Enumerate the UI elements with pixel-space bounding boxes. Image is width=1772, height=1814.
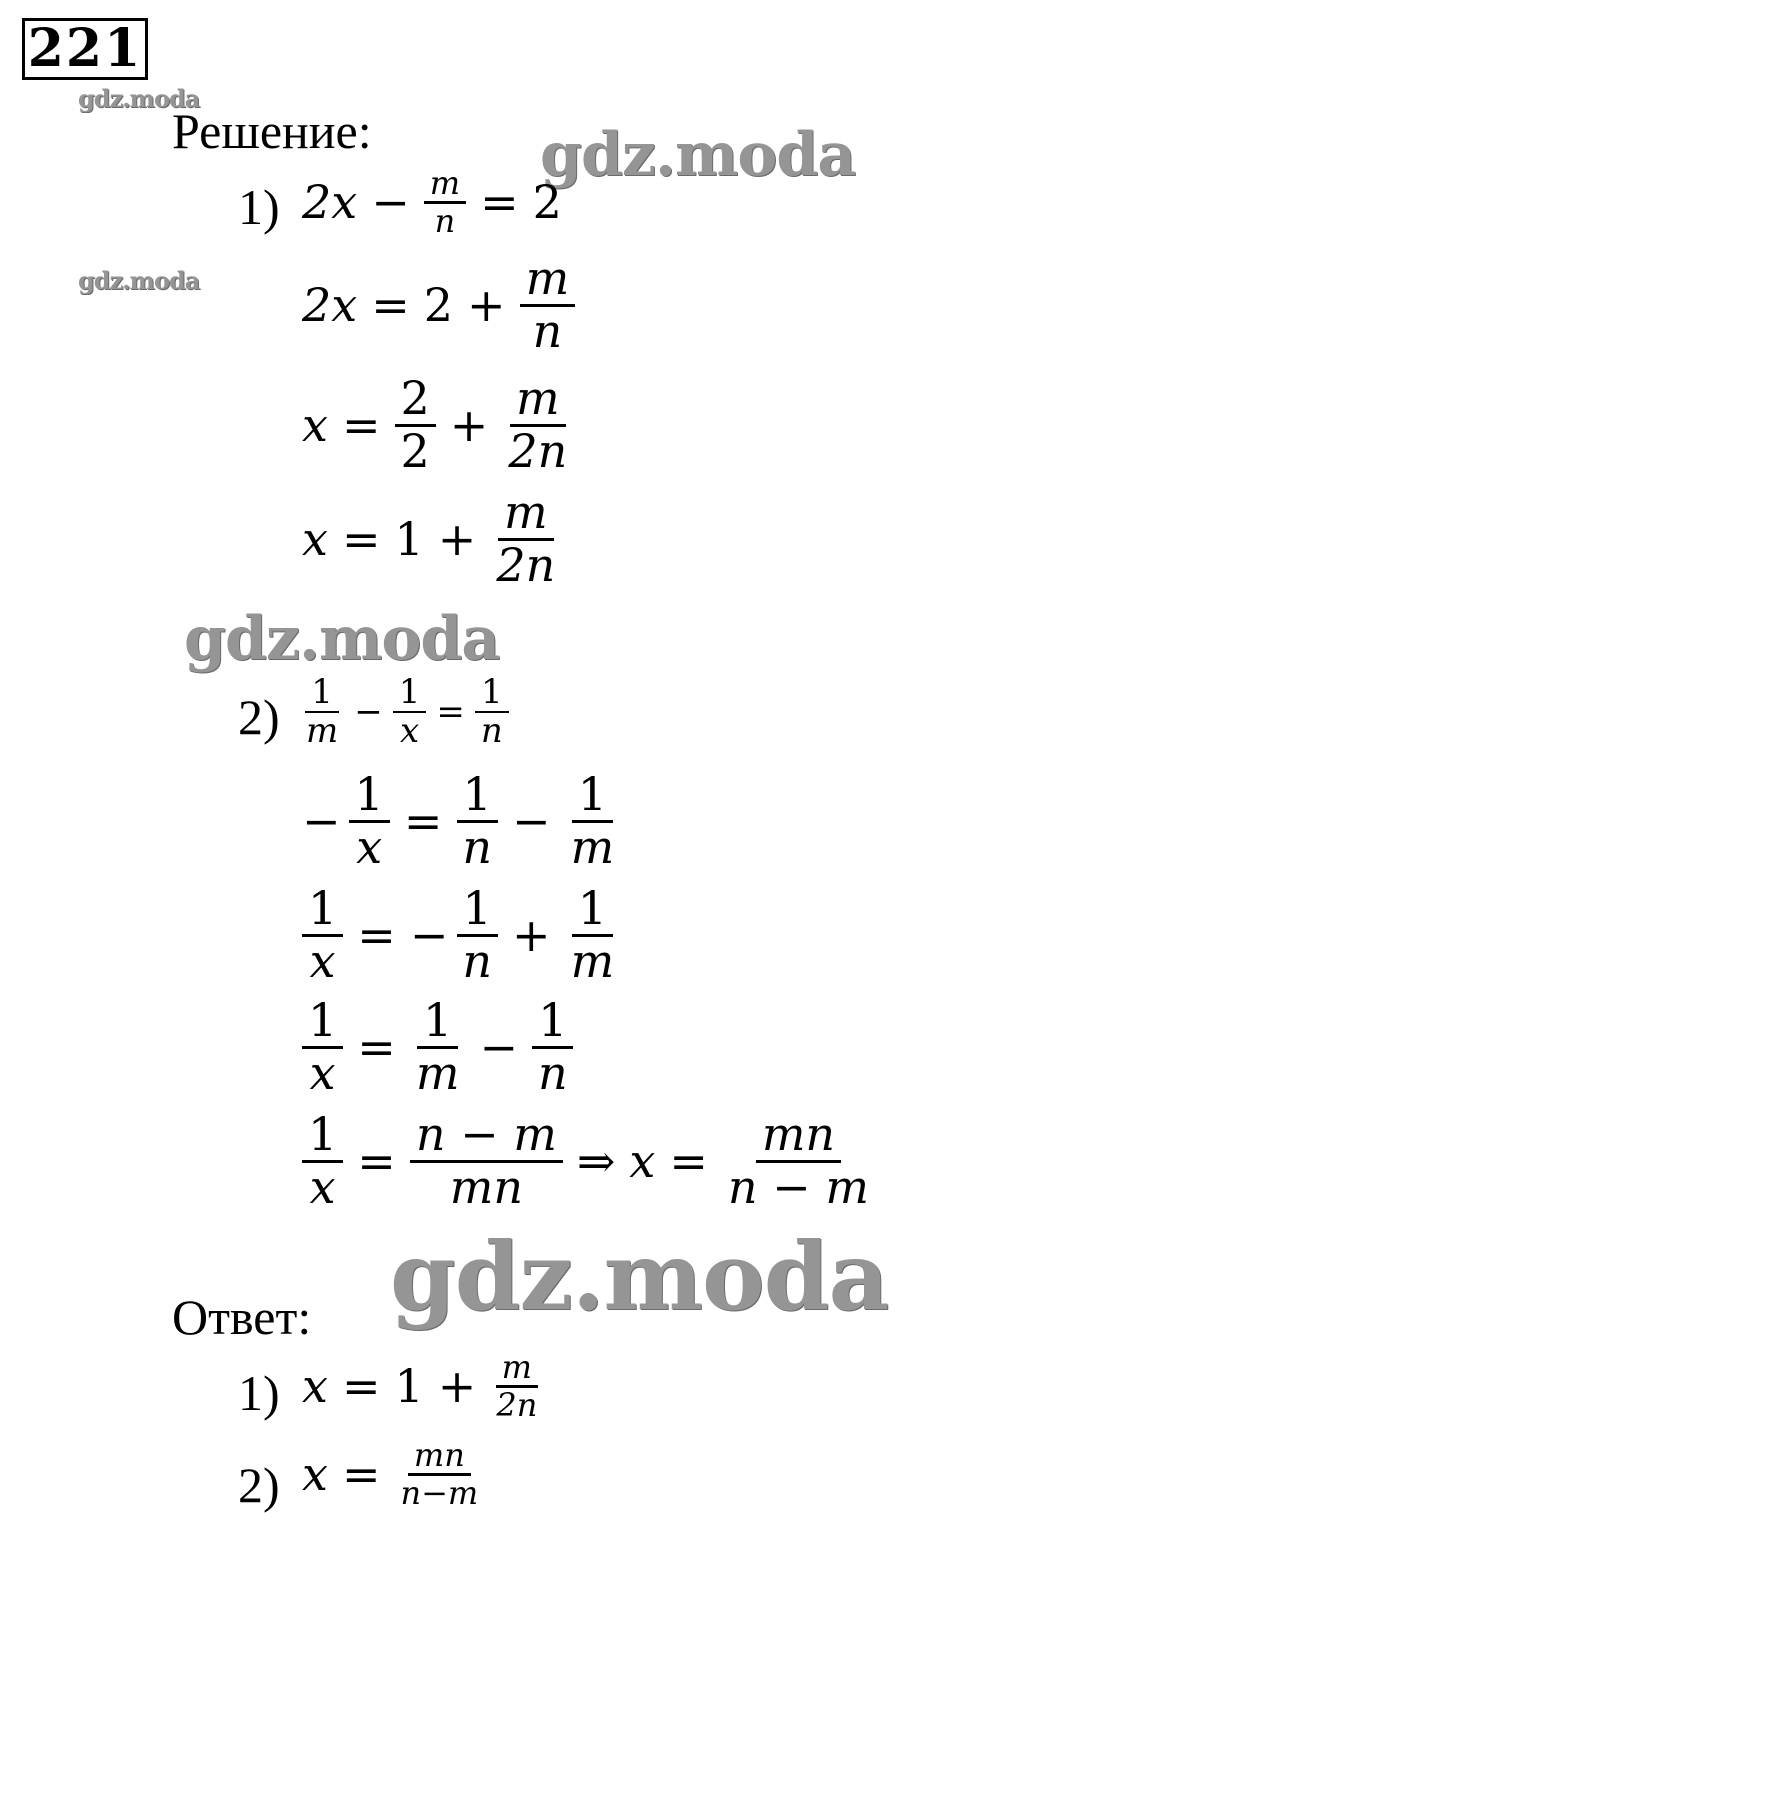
equation-2-line-5: $\frac{1}{x}$ = $\frac{n - m}{mn}$ ⇒ x = $\frac{mn}{n - m}$ [302, 1110, 875, 1212]
equation-1-line-4: x = 1 + $\frac{m}{2n}$ [302, 485, 556, 592]
equation-2-line-4: $\frac{1}{x}$ = $\frac{1}{m}$ − $\frac{1}{n}$ [302, 996, 574, 1098]
equation-2-line-2: − $\frac{1}{x}$ = $\frac{1}{n}$ − $\frac{1}{m}$ [302, 767, 615, 874]
part-2-label: 2) [238, 689, 280, 745]
equation-2-line-1: $\frac{1}{m}$ − $\frac{1}{x}$ = $\frac{1}{n}$ [300, 674, 509, 751]
task-number: 221 [22, 18, 148, 80]
equation-1-line-1: 2x − $\frac{m}{n}$ = 2 [302, 164, 562, 240]
answer-1-label: 1) [238, 1365, 280, 1421]
solution-heading: Решение: [172, 103, 372, 159]
watermark-logo: gdz.moda [184, 604, 500, 674]
answer-heading: Ответ: [172, 1289, 312, 1345]
answer-2-equation: x = $\frac{mn}{n-m}$ [302, 1436, 479, 1512]
answer-1-equation: x = 1 + $\frac{m}{2n}$ [302, 1348, 538, 1424]
equation-1-line-2: 2x = 2 + $\frac{m}{n}$ [302, 254, 575, 356]
watermark-logo: gdz.moda [78, 84, 200, 113]
part-1-label: 1) [238, 179, 280, 235]
equation-2-line-3: $\frac{1}{x}$ = − $\frac{1}{n}$ + $\frac{1}{m}$ [302, 884, 620, 986]
watermark-logo: gdz.moda [540, 120, 856, 190]
watermark-logo: gdz.moda [78, 266, 200, 295]
watermark-logo: gdz.moda [390, 1222, 889, 1332]
equation-1-line-3: x = $\frac{2}{2}$ + $\frac{m}{2n}$ [302, 371, 568, 478]
answer-2-label: 2) [238, 1457, 280, 1513]
